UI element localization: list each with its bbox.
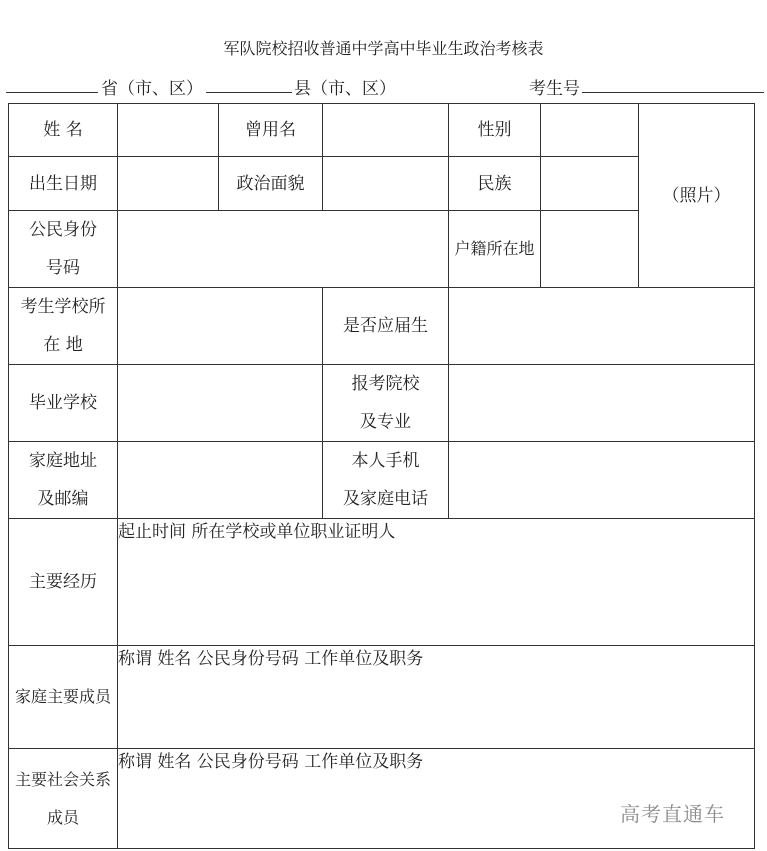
- fresh-grad-field[interactable]: [449, 288, 755, 365]
- social-label: [9, 749, 118, 849]
- family-header: 称谓 姓名 公民身份号码 工作单位及职务: [118, 649, 424, 669]
- school-location-label-line2: 在 地: [43, 335, 83, 355]
- grad-school-field[interactable]: [118, 365, 323, 442]
- gender-field[interactable]: [541, 104, 639, 157]
- political-review-form: [8, 103, 755, 849]
- social-header: 称谓 姓名 公民身份号码 工作单位及职务: [118, 752, 424, 772]
- grad-school-label: 毕业学校: [9, 365, 118, 442]
- former-name-label: 曾用名: [219, 104, 323, 157]
- apply-label-line2: 及专业: [360, 412, 411, 432]
- id-number-label-line2: 号码: [46, 258, 80, 278]
- exam-no-label: 考生号: [529, 79, 580, 99]
- province-label: 省（市、区）: [101, 79, 203, 99]
- social-label-line2: 成员: [46, 807, 79, 827]
- experience-field[interactable]: [118, 519, 755, 646]
- experience-label: 主要经历: [9, 519, 118, 646]
- family-label: 家庭主要成员: [9, 646, 118, 749]
- apply-label-line1: 报考院校: [351, 374, 420, 394]
- school-location-label: [9, 288, 118, 365]
- social-label-line1: 主要社会关系: [14, 769, 111, 789]
- photo-box[interactable]: （照片）: [639, 104, 755, 288]
- name-label: 姓 名: [9, 104, 118, 157]
- ethnicity-field[interactable]: [541, 157, 639, 211]
- id-number-label: [9, 211, 118, 288]
- household-label: 户籍所在地: [449, 211, 541, 288]
- form-title: 军队院校招收普通中学高中毕业生政治考核表: [223, 39, 544, 58]
- exam-no-blank[interactable]: [582, 92, 764, 93]
- phone-label-line2: 及家庭电话: [343, 489, 428, 509]
- former-name-field[interactable]: [323, 104, 449, 157]
- political-status-field[interactable]: [323, 157, 449, 211]
- county-blank[interactable]: [206, 92, 292, 93]
- phone-label-line1: 本人手机: [351, 451, 420, 471]
- birthdate-label: 出生日期: [9, 157, 118, 211]
- address-field[interactable]: [118, 442, 323, 519]
- county-label: 县（市、区）: [294, 79, 396, 99]
- name-field[interactable]: [118, 104, 219, 157]
- fresh-grad-label: 是否应届生: [323, 288, 449, 365]
- phone-label: [323, 442, 449, 519]
- household-field[interactable]: [541, 211, 639, 288]
- address-label-line1: 家庭地址: [29, 451, 97, 471]
- apply-field[interactable]: [449, 365, 755, 442]
- ethnicity-label: 民族: [449, 157, 541, 211]
- family-field[interactable]: [118, 646, 755, 749]
- gender-label: 性别: [449, 104, 541, 157]
- id-number-field[interactable]: [118, 211, 449, 288]
- school-location-field[interactable]: [118, 288, 323, 365]
- address-label: [9, 442, 118, 519]
- id-number-label-line1: 公民身份: [29, 220, 97, 240]
- address-label-line2: 及邮编: [37, 489, 89, 509]
- experience-header: 起止时间 所在学校或单位职业证明人: [118, 522, 396, 542]
- political-status-label: 政治面貌: [219, 157, 323, 211]
- province-blank[interactable]: [6, 92, 98, 93]
- phone-field[interactable]: [449, 442, 755, 519]
- watermark: 高考直通车: [620, 802, 725, 826]
- school-location-label-line1: 考生学校所: [20, 297, 106, 317]
- apply-label: [323, 365, 449, 442]
- birthdate-field[interactable]: [118, 157, 219, 211]
